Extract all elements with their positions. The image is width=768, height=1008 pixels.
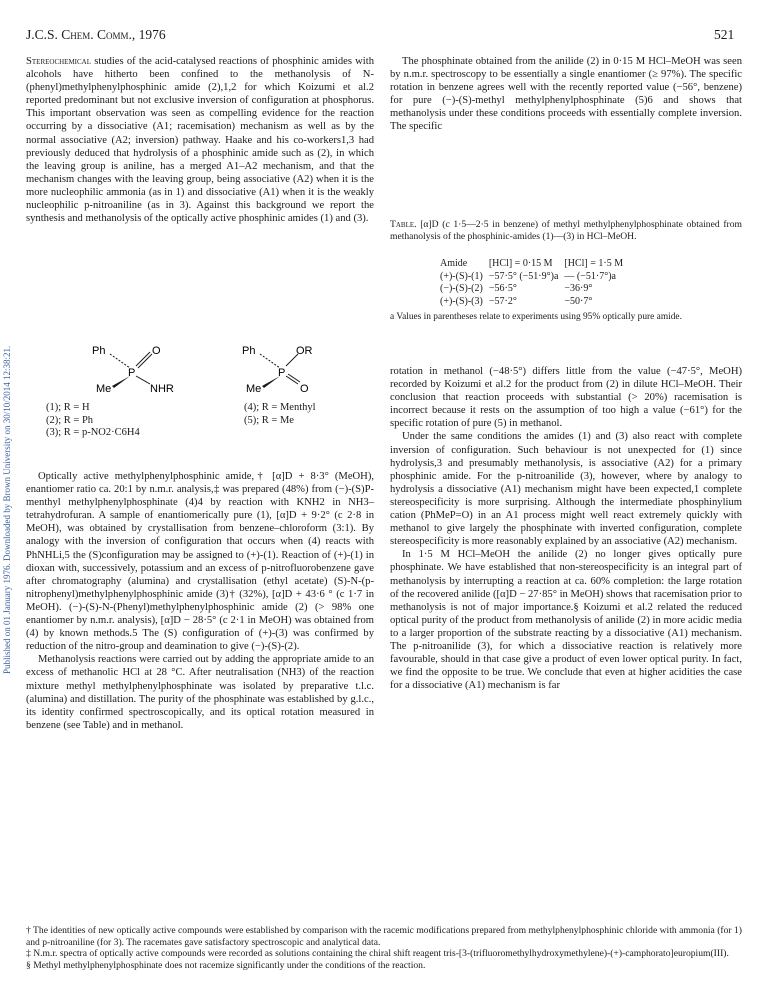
right-para-3: Under the same conditions the amides (1) and (3) also react with complete inversion of configuration. Such behaviour is not unexpected for (1) since hydrolysis,3 and presumably methanolysis, is associative (A2) for a primary phosphinic amide. For the p-nitroanilide (3), however, where by analogy to hydrolysis a dissociative (A1) mechanism might have been expected,1 complete stereospecificity is more surprising. Although the intermediate phosphinylium cation (PhMeP=O) in an A1 process might well react extremely quickly with methanol to give largely the phosphinate with inverted configuration, complete stereospecificity is more reasonably explained by an associative (A2) mechanism. xyxy=(390,431,742,548)
table-cell: (+)-(S)-(3) xyxy=(440,295,483,307)
struct-left-ph: Ph xyxy=(92,345,106,357)
download-stamp: Published on 01 January 1976. Downloaded by Brown University on 30/10/2014 12:38:21. xyxy=(2,345,12,675)
table-footnote: a Values in parentheses relate to experiments using 95% optically pure amide. xyxy=(390,312,682,322)
struct-left-o: O xyxy=(152,345,161,357)
structure-diagrams xyxy=(90,340,380,395)
left-body xyxy=(26,470,374,732)
journal-header: J.C.S. Chem. Comm., 1976 xyxy=(26,27,166,42)
compound-labels-right xyxy=(244,402,316,427)
left-para-3: Methanolysis reactions were carried out by adding the appropriate amide to an excess of methanolic HCl at 28 °C. After neutralisation (NH3) of the reaction mixture methyl methylphenylphosphinate was isolated by preparative t.l.c. (alumina) and distillation. The purity of the phosphinate was established by g.l.c., its identity confirmed spectroscopically, and its optical rotation measured in benzene (see Table) and in methanol. xyxy=(26,654,374,731)
footnote: ‡ N.m.r. spectra of optically active compounds were recorded as solutions containing the chiral shift reagent tris-[3-(trifluoromethylhydroxymethylene)-(+)-camphorato]europium(III). xyxy=(26,948,729,960)
struct-left-me: Me xyxy=(96,383,112,395)
right-top xyxy=(390,55,742,134)
struct-right-p: P xyxy=(278,367,286,379)
compound-labels-left xyxy=(46,402,140,440)
footnote: † The identities of new optically active compounds were established by comparison with the racemic modifications prepared from methylphenylphosphinic chloride with ammonia (for 1) and p-nitroaniline (for 3). The racemates gave satisfactory spectroscopic and analytical data. xyxy=(26,925,742,948)
table-cell: −56·5° xyxy=(488,283,517,294)
table-header: [HCl] = 0·15 M xyxy=(488,258,553,269)
rotation-table xyxy=(440,258,629,308)
intro-lead: Stereochemical xyxy=(26,56,91,67)
struct-left-nhr: NHR xyxy=(150,383,174,395)
table-row xyxy=(440,296,629,309)
table-cell: −50·7° xyxy=(564,295,593,307)
right-para-4: In 1·5 M HCl–MeOH the anilide (2) no longer gives optically pure phosphinate. We have established that non-stereospecificity is an integral part of methanolysis by interrupting a reaction at ca. 60% completion: the large rotation of the recovered anilide ([α]D − 27·85° in MeOH) shows that racemisation prior to methanolysis is not of major importance.§ Koizumi et al.2 related the reduced optical purity of the product from methanolysis of anilide (2) in more acidic media to a larger proportion of the substrate reacting by a dissociative (A1) mechanism. The p-nitroanilide (3), for which a dissociative reaction is relatively more favourable, should in that case give a product of even lower optical purity. In fact, we find the opposite to be true. We conclude that even at higher acidities the case for a dissociative (A1) mechanism is far xyxy=(390,549,743,692)
intro-text: studies of the acid-catalysed reactions of phosphinic amides with alcohols have hitherto been confined to the methanolysis of N-(phenyl)methylphenylphosphinic amide (2),1,2 for which Koizumi et al.2 reported predominant but not exclusive inversion of configuration at phosphorus. This important observation was seen as compelling evidence for the reaction occurring by a dissociative (A1; racemisation) mechanism as well as by the normal associative (A2; inversion) pathway. Haake and his co-workers1,3 had previously deduced that hydrolysis of a phosphinic amide such as (2), in which the leaving group is aniline, has a merged A1–A2 mechanism, and that the mechanism changes with the leaving group, being associative (A2) when it is the more nucleophilic ammonia (as in 1) and dissociative (A1) when it is the weakly nucleophilic p-nitroaniline (as in 3). Against this background we report the synthesis and methanolysis of the optically active phosphinic amides (1) and (3). xyxy=(26,56,374,225)
struct-right-or: OR xyxy=(296,345,313,357)
table-caption-lead: Table. xyxy=(390,219,417,230)
table-cell: (−)-(S)-(2) xyxy=(440,283,483,294)
compound-label: (3); R = p-NO2·C6H4 xyxy=(46,427,140,438)
compound-label: (4); R = Menthyl xyxy=(244,402,316,413)
compound-label: (2); R = Ph xyxy=(46,414,94,426)
struct-right-ph: Ph xyxy=(242,345,256,357)
table-caption xyxy=(390,219,742,242)
table-cell: −36·9° xyxy=(564,283,593,294)
page-number: 521 xyxy=(714,27,735,42)
compound-label: (1); R = H xyxy=(46,402,90,413)
table-header: Amide xyxy=(440,258,468,269)
right-para-2: rotation in methanol (−48·5°) differs little from the value (−47·5°, MeOH) recorded by Koizumi et al.2 for the product from (2) in dilute HCl–MeOH. Their conclusion that reaction proceeds with substantial (> 20%) racemisation is incorrect because it rests on the assumption of too high a value (−61°) for the specific rotation of pure (5) in methanol. xyxy=(390,366,742,430)
table-header-row xyxy=(440,258,629,271)
table-row xyxy=(440,283,629,296)
table-cell: — (−51·7°)a xyxy=(564,270,616,282)
table-cell: −57·2° xyxy=(488,295,517,307)
right-body xyxy=(390,365,742,692)
struct-right-me: Me xyxy=(246,383,262,395)
table-header: [HCl] = 1·5 M xyxy=(564,258,624,269)
footnotes xyxy=(26,925,742,971)
table-cell: (+)-(S)-(1) xyxy=(440,270,483,282)
structure-amide xyxy=(92,345,174,395)
footnote: § Methyl methylphenylphosphinate does not racemize significantly under the conditions of the reaction. xyxy=(26,959,426,971)
structure-ester xyxy=(242,345,313,395)
table-caption-text: [α]D (c 1·5—2·5 in benzene) of methyl methylphenylphosphinate obtained from methanolysis of the phosphinic-amides (1)—(3) in HCl–MeOH. xyxy=(390,219,742,242)
left-para-2: Optically active methylphenylphosphinic amide,† [α]D + 8·3° (MeOH), enantiomer ratio ca. 20:1 by n.m.r. analysis,‡ was prepared (48%) from (−)-(S)P-menthyl methylphenylphosphinate (4)4 by reaction with KNH2 in NH3–tetrahydrofuran. A sample of enantiomerically pure (1), [α]D + 9·2° (c 2·8 in MeOH), was obtained by crystallisation from benzene–chloroform (3:1). By analogy with the inversion of configuration that occurs when (4) reacts with PhNHLi,5 the (S)configuration may be assigned to (+)-(1). Reaction of (+)-(1) in dioxan with, successively, potassium and an excess of p-nitrofluorobenzene gave after chromatography (alumina) and crystallisation (ethyl acetate) (S)-N-(p-nitrophenyl)methylphenylphosphinic amide (3)† (32%), [α]D + 43·6 ° (c 1·7 in MeOH). (−)-(S)-N-(Phenyl)methylphenylphosphinic amide (2) (> 98% one enantiomer by n.m.r. analysis), [α]D − 28·5° (c 2·1 in MeOH) was obtained from (4) by known methods.5 The (S) configuration of (+)-(3) was confirmed by reduction of the nitro-group and deamination to give (−)-(S)-(2). xyxy=(26,471,374,653)
struct-left-p: P xyxy=(128,367,136,379)
table-cell: −57·5° (−51·9°)a xyxy=(488,270,559,282)
left-intro xyxy=(26,55,374,225)
right-para-1: The phosphinate obtained from the anilide (2) in 0·15 M HCl–MeOH was seen by n.m.r. spectroscopy to be essentially a single enantiomer (≥ 97%). The specific rotation in benzene agrees well with the recently reported value (−56°, benzene) for pure (−)-(S)-methyl methylphenylphosphinate (5)6 and shows that methanolysis under these conditions proceeds with essentially complete inversion. The specific xyxy=(390,56,742,133)
struct-right-o: O xyxy=(300,383,309,395)
compound-label: (5); R = Me xyxy=(244,414,294,426)
table-row xyxy=(440,271,629,284)
